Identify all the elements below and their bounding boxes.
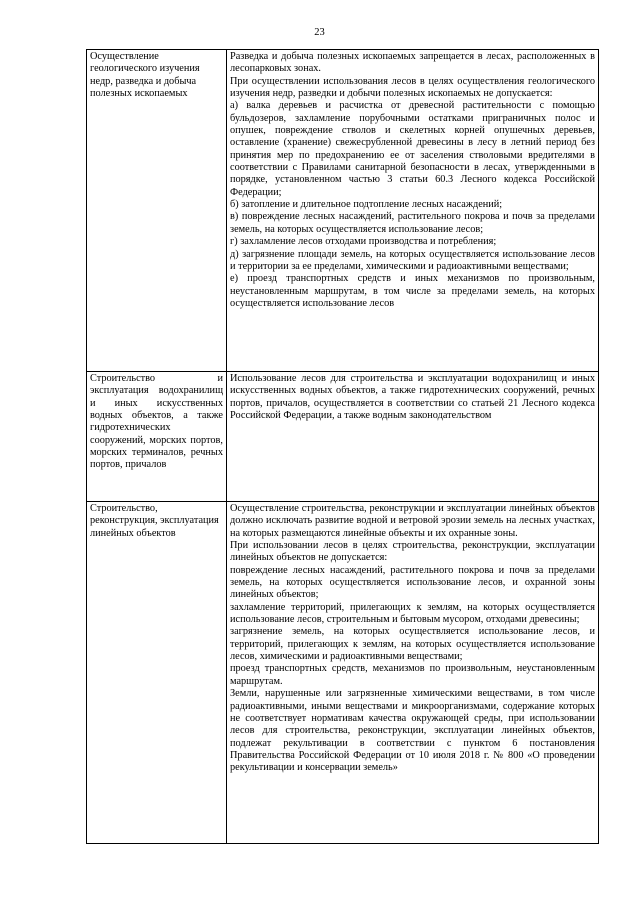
activity-label: Строительство, реконструкция, эксплуатация линейных объектов — [90, 503, 219, 539]
requirements-cell — [227, 502, 599, 844]
requirement-paragraph: При осуществлении использования лесов в целях осуществления геологического изучения недр, разведки и добычи полезных ископаемых не допускается: — [230, 75, 595, 100]
requirement-paragraph: а) валка деревьев и расчистка от древесной растительности с помощью бульдозеров, захламление порубочными остатками приграничных полос и опушек, повреждение стволов и скелетных корней опушечных деревьев, оставление (хранение) свежесрубленной древесины в лесу в летний период без принятия мер по предохранению ее от заселения стволовыми вредителями в соответствии с Правилами санитарной безопасности в лесах, утвержденными в порядке, установленном частью 3 статьи 60.3 Лесного кодекса Российской Федерации; — [230, 100, 595, 198]
requirement-paragraph: г) захламление лесов отходами производства и потребления; — [230, 236, 497, 248]
activity-cell — [87, 50, 227, 372]
requirement-paragraph: е) проезд транспортных средств и иных механизмов по произвольным, неустановленным маршрутам, в том числе за пределами земель, на которых осуществляется использование лесов — [230, 273, 595, 309]
activity-label: Осуществление геологического изучения недр, разведка и добыча полезных ископаемых — [90, 51, 200, 100]
table-row — [87, 502, 599, 844]
requirement-paragraph: Использование лесов для строительства и эксплуатации водохранилищ и иных искусственных водных объектов, а также гидротехнических сооружений, речных портов, причалов, осуществляется в соответствии со статьей 21 Лесного кодекса Российской Федерации, а также водным законодательством — [230, 373, 595, 422]
requirement-paragraph: Земли, нарушенные или загрязненные химическими веществами, в том числе радиоактивными, иными веществами и микроорганизмами, содержание которых не соответствует нормативам качества окружающей среды, при использовании лесов для строительства, реконструкции, эксплуатации линейных объектов, подлежат рекультивации в соответствии с пунктом 6 постановления Правительства Российской Федерации от 10 июля 2018 г. № 800 «О проведении рекультивации и консервации земель» — [230, 688, 595, 774]
activity-cell — [87, 502, 227, 844]
requirement-paragraph: При использовании лесов в целях строительства, реконструкции, эксплуатации линейных объектов не допускается: — [230, 540, 595, 564]
forest-use-requirements-table — [86, 49, 599, 844]
requirement-paragraph: Разведка и добыча полезных ископаемых запрещается в лесах, расположенных в лесопарковых зонах. — [230, 51, 595, 75]
requirement-paragraph: Осуществление строительства, реконструкции и эксплуатации линейных объектов должно исключать развитие водной и ветровой эрозии земель на лесных участках, на которых размещаются линейные объекты и их охранные зоны. — [230, 503, 595, 539]
requirement-paragraph: захламление территорий, прилегающих к землям, на которых осуществляется использование лесов, строительным и бытовым мусором, отходами древесины; — [230, 601, 595, 626]
page-number: 23 — [314, 27, 325, 38]
activity-label: Строительство и эксплуатация водохранилищ и иных искусственных водных объектов, а также гидротехнических сооружений, морских портов, морских терминалов, речных портов, причалов — [90, 373, 223, 471]
activity-cell — [87, 372, 227, 502]
requirement-paragraph: д) загрязнение площади земель, на которых осуществляется использование лесов и территории за ее пределами, химическими и радиоактивными веществами; — [230, 248, 595, 272]
requirement-paragraph: в) повреждение лесных насаждений, растительного покрова и почв за пределами земель, на которых осуществляется использование лесов; — [230, 211, 595, 235]
table-row — [87, 50, 599, 372]
requirement-paragraph: повреждение лесных насаждений, растительного покрова и почв за пределами земель, на которых осуществляется использование лесов, и охранной зоны линейных объектов; — [230, 564, 595, 601]
requirements-cell — [227, 372, 599, 502]
requirement-paragraph: загрязнение земель, на которых осуществляется использование лесов, и территорий, прилегающих к землям, на которых осуществляется использование лесов, химическими и радиоактивными веществами; — [230, 626, 595, 663]
requirements-cell — [227, 50, 599, 372]
requirement-paragraph: проезд транспортных средств, механизмов по произвольным, неустановленным маршрутам. — [230, 663, 595, 687]
requirement-paragraph: б) затопление и длительное подтопление лесных насаждений; — [230, 199, 503, 211]
table-row — [87, 372, 599, 502]
